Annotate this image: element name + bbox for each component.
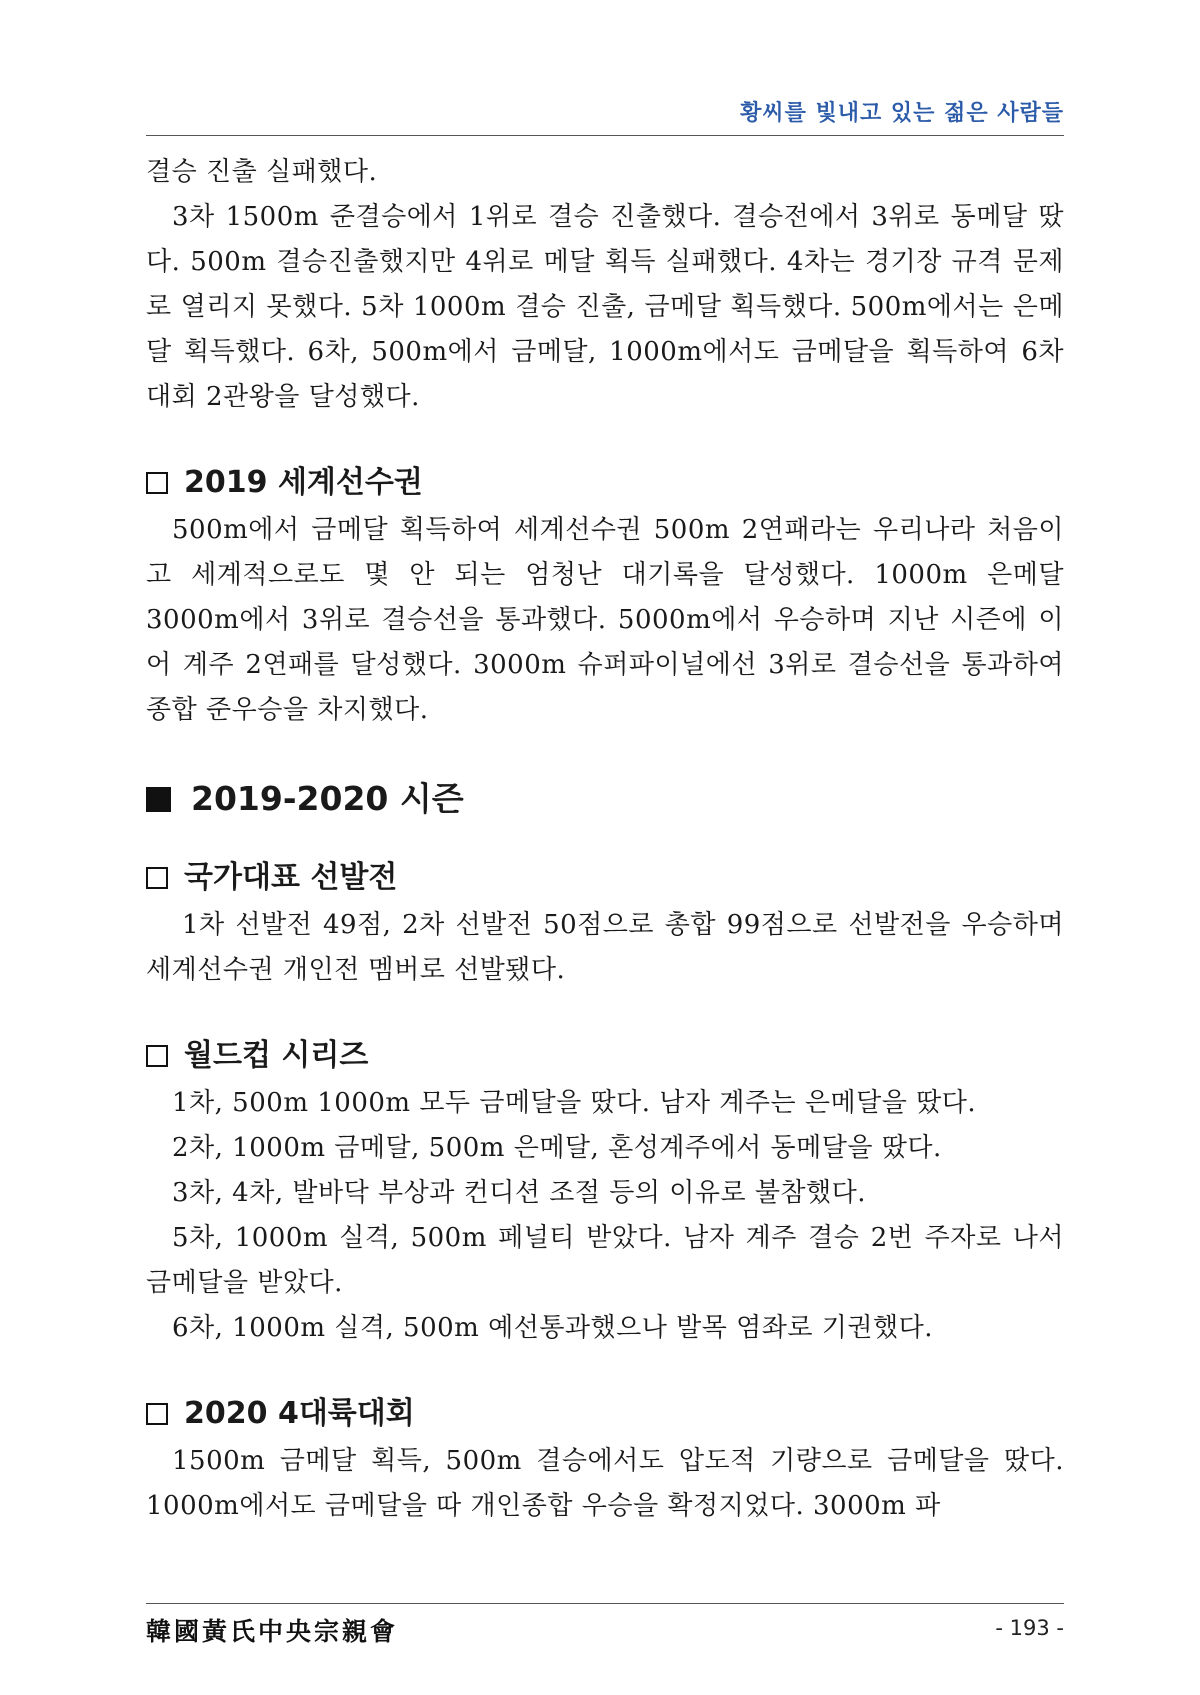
footer-organization-name: 韓國黃氏中央宗親會 — [146, 1617, 399, 1646]
paragraph: 3차 1500m 준결승에서 1위로 결승 진출했다. 결승전에서 3위로 동메달 땄다. 500m 결승진출했지만 4위로 메달 획득 실패했다. 4차는 경기장 규격 문제로 열리지 못했다. 5차 1000m 결승 진출, 금메달 획득했다. 500m에서는 은메달 획득했다. 6차, 500m에서 금메달, 1000m에서도 금메달을 획득하여 6차 대회 2관왕을 달성했다. — [146, 202, 1064, 412]
major-section-heading — [146, 771, 1064, 827]
filled-square-bullet-icon — [146, 787, 171, 812]
paragraph: 500m에서 금메달 획득하여 세계선수권 500m 2연패라는 우리나라 처음이고 세계적으로도 몇 안 되는 엄청난 대기록을 달성했다. 1000m 은메달 3000m에서 3위로 결승선을 통과했다. 5000m에서 우승하며 지난 시즌에 이어 계주 2연패를 달성했다. 3000m 슈퍼파이널에선 3위로 결승선을 통과하여 종합 준우승을 차지했다. — [146, 515, 1064, 725]
paragraph: 2차, 1000m 금메달, 500m 은메달, 혼성계주에서 동메달을 땄다. — [172, 1133, 942, 1163]
section-heading-text: 2020 4대륙대회 — [184, 1396, 415, 1431]
section-heading-text: 월드컵 시리즈 — [184, 1038, 369, 1073]
empty-square-bullet-icon — [146, 1045, 168, 1067]
section-heading — [146, 458, 1064, 508]
section-heading — [146, 1389, 1064, 1439]
section-heading-text: 2019 세계선수권 — [184, 465, 423, 500]
paragraph: 1500m 금메달 획득, 500m 결승에서도 압도적 기량으로 금메달을 땄다. 1000m에서도 금메달을 따 개인종합 우승을 확정지었다. 3000m 파 — [146, 1446, 1064, 1521]
page-number: - 193 - — [995, 1616, 1064, 1640]
empty-square-bullet-icon — [146, 472, 168, 494]
section-heading-text: 국가대표 선발전 — [184, 860, 398, 895]
paragraph: 1차 선발전 49점, 2차 선발전 50점으로 총합 99점으로 선발전을 우승하며 세계선수권 개인전 멤버로 선발됐다. — [146, 910, 1064, 985]
spacer — [146, 420, 1064, 458]
page-body — [146, 150, 1064, 1529]
running-header-title: 황씨를 빛내고 있는 젊은 사람들 — [740, 101, 1064, 126]
paragraph: 3차, 4차, 발바닥 부상과 컨디션 조절 등의 이유로 불참했다. — [172, 1178, 867, 1208]
section-heading — [146, 853, 1064, 903]
empty-square-bullet-icon — [146, 867, 168, 889]
footer-divider — [146, 1603, 1064, 1604]
paragraph: 1차, 500m 1000m 모두 금메달을 땄다. 남자 계주는 은메달을 땄다. — [172, 1088, 977, 1118]
empty-square-bullet-icon — [146, 1403, 168, 1425]
spacer — [146, 1351, 1064, 1389]
spacer — [146, 733, 1064, 771]
paragraph: 5차, 1000m 실격, 500m 페널티 받았다. 남자 계주 결승 2번 주자로 나서 금메달을 받았다. — [146, 1223, 1064, 1298]
section-heading-text: 2019-2020 시즌 — [191, 779, 464, 818]
paragraph: 결승 진출 실패했다. — [146, 157, 378, 187]
section-heading — [146, 1031, 1064, 1081]
paragraph: 6차, 1000m 실격, 500m 예선통과했으나 발목 염좌로 기권했다. — [172, 1313, 933, 1343]
spacer — [146, 993, 1064, 1031]
header-divider — [146, 135, 1064, 136]
spacer — [146, 827, 1064, 853]
